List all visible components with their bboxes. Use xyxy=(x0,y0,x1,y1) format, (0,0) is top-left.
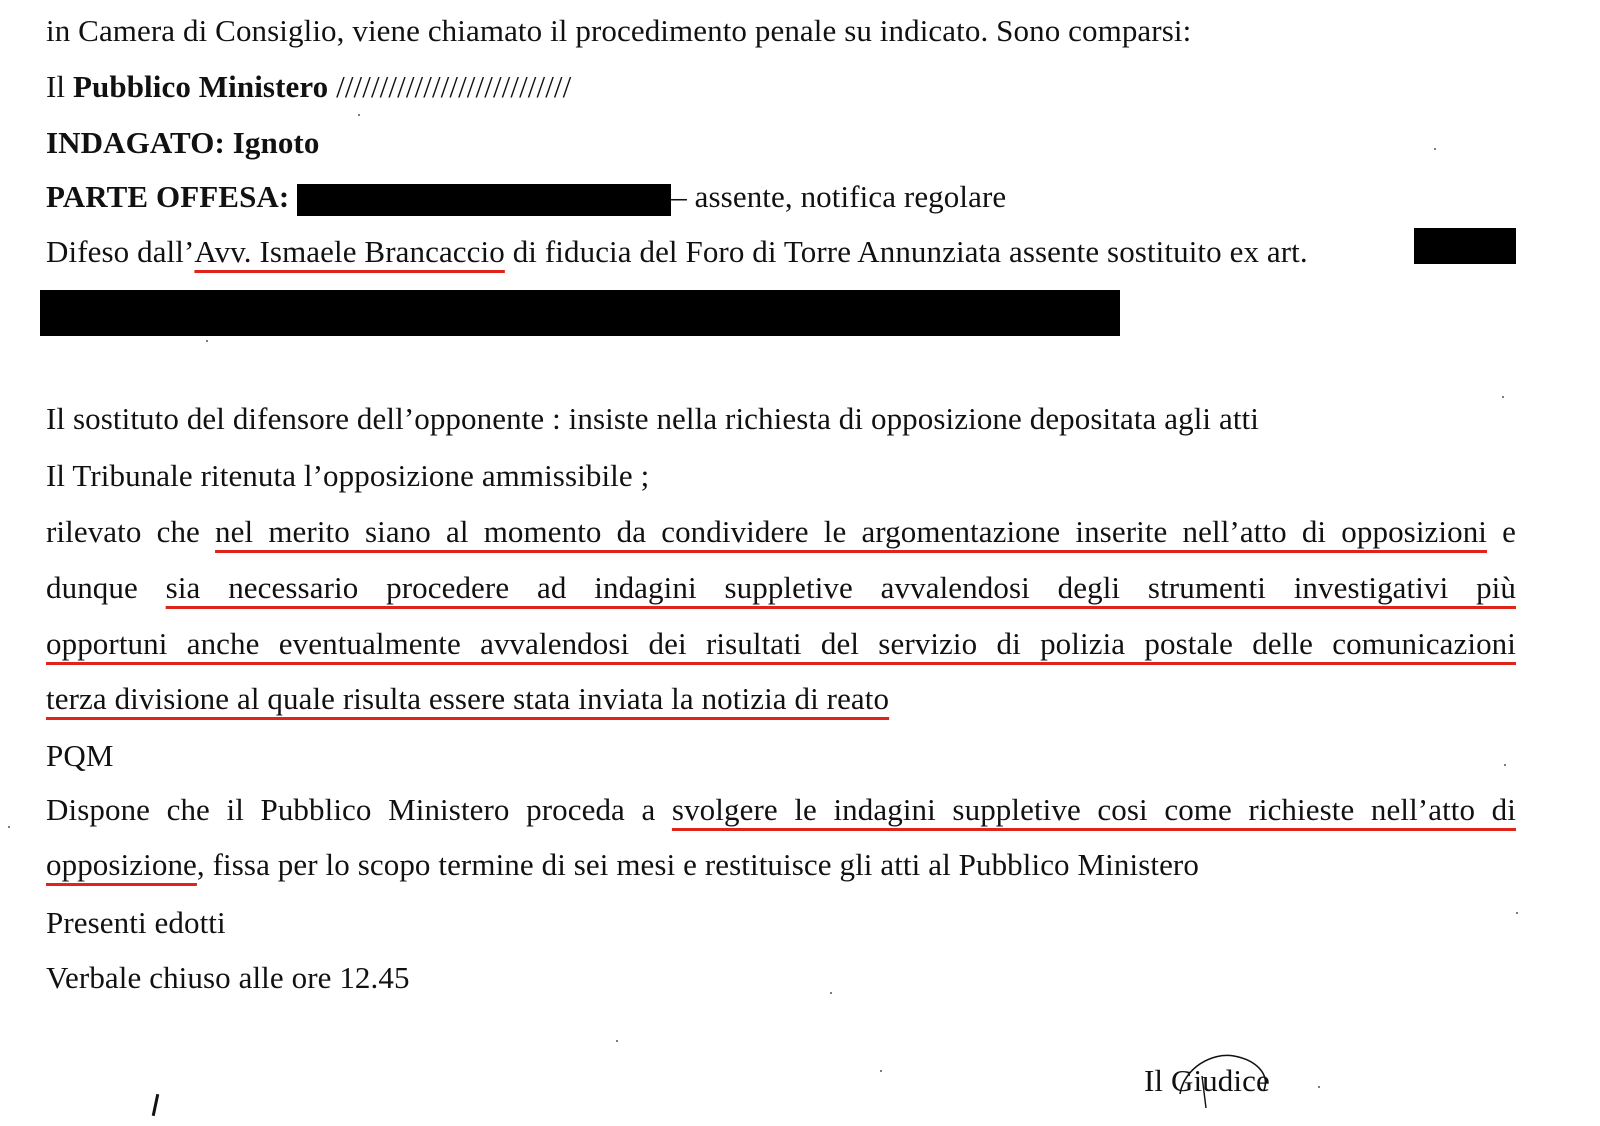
dispone-line-2 xyxy=(46,846,1199,884)
pm-label: Pubblico Ministero xyxy=(73,69,329,104)
presenti-line: Presenti edotti xyxy=(46,905,226,940)
redaction-bar xyxy=(297,184,671,216)
dispone-prefix: Dispone che il Pubblico Ministero proceda a xyxy=(46,792,672,827)
verbale-line: Verbale chiuso alle ore 12.45 xyxy=(46,960,410,995)
difeso-prefix: Difeso dall’ xyxy=(46,234,195,269)
redaction-bar xyxy=(1414,228,1516,264)
scan-speck xyxy=(880,1070,882,1072)
scan-speck xyxy=(206,340,208,342)
scan-speck xyxy=(1318,1086,1320,1088)
highlighted-text: opportuni anche eventualmente avvalendosi dei risultati del servizio di polizia postale delle comunicazioni xyxy=(46,626,1516,661)
rilevato-prefix: dunque xyxy=(46,570,166,605)
scan-speck xyxy=(1434,148,1436,150)
highlighted-text: nel merito siano al momento da condividere le argomentazione inserite nell’atto di opposizioni xyxy=(215,514,1488,549)
lawyer-name: Avv. Ismaele Brancaccio xyxy=(194,234,505,269)
highlighted-text: opposizione xyxy=(46,847,197,882)
paragraph-tribunale: Il Tribunale ritenuta l’opposizione ammissibile ; xyxy=(46,458,650,493)
pm-line xyxy=(46,68,571,106)
pqm-heading: PQM xyxy=(46,738,114,773)
parte-offesa-line xyxy=(46,178,1006,216)
difeso-suffix: di fiducia del Foro di Torre Annunziata assente sostituito ex art. xyxy=(504,234,1308,269)
rilevato-line-2 xyxy=(46,569,1516,607)
scan-speck xyxy=(1516,912,1518,914)
margin-mark xyxy=(152,1094,160,1116)
scan-speck xyxy=(8,826,10,828)
dispone-line-1 xyxy=(46,791,1516,829)
rilevato-line-4 xyxy=(46,680,889,718)
scan-speck xyxy=(830,992,832,994)
rilevato-suffix: e xyxy=(1487,514,1517,549)
rilevato-line-1 xyxy=(46,513,1516,551)
indagato-label: INDAGATO: Ignoto xyxy=(46,125,320,160)
rilevato-line-3 xyxy=(46,625,1516,663)
signature-label: Il Giudice xyxy=(1144,1063,1270,1098)
pm-prefix: Il xyxy=(46,69,73,104)
highlighted-text: sia necessario procedere ad indagini suppletive avvalendosi degli strumenti investigativi più xyxy=(165,570,1516,605)
paragraph-sostituto: Il sostituto del difensore dell’opponente : insiste nella richiesta di opposizione depositata agli atti xyxy=(46,401,1259,436)
scan-speck xyxy=(1502,396,1504,398)
scan-speck xyxy=(1504,764,1506,766)
dispone-suffix: , fissa per lo scopo termine di sei mesi e restituisce gli atti al Pubblico Ministero xyxy=(196,847,1199,882)
signature-scribble-icon xyxy=(1172,1050,1282,1110)
pm-slashes: /////////////////////////// xyxy=(328,69,572,104)
rilevato-prefix: rilevato che xyxy=(46,514,216,549)
highlighted-text: terza divisione al quale risulta essere stata inviata la notizia di reato xyxy=(46,681,890,716)
redaction-block xyxy=(40,290,1120,336)
parte-offesa-label: PARTE OFFESA: xyxy=(46,179,290,214)
difeso-line xyxy=(46,233,1308,271)
scan-speck xyxy=(616,1040,618,1042)
parte-offesa-status: – assente, notifica regolare xyxy=(671,179,1007,214)
highlighted-text: svolgere le indagini suppletive cosi come richieste nell’atto di xyxy=(671,792,1516,827)
text-line-camera: in Camera di Consiglio, viene chiamato il procedimento penale su indicato. Sono comparsi: xyxy=(46,13,1192,48)
scan-speck xyxy=(358,114,360,116)
indagato-line xyxy=(46,124,319,162)
